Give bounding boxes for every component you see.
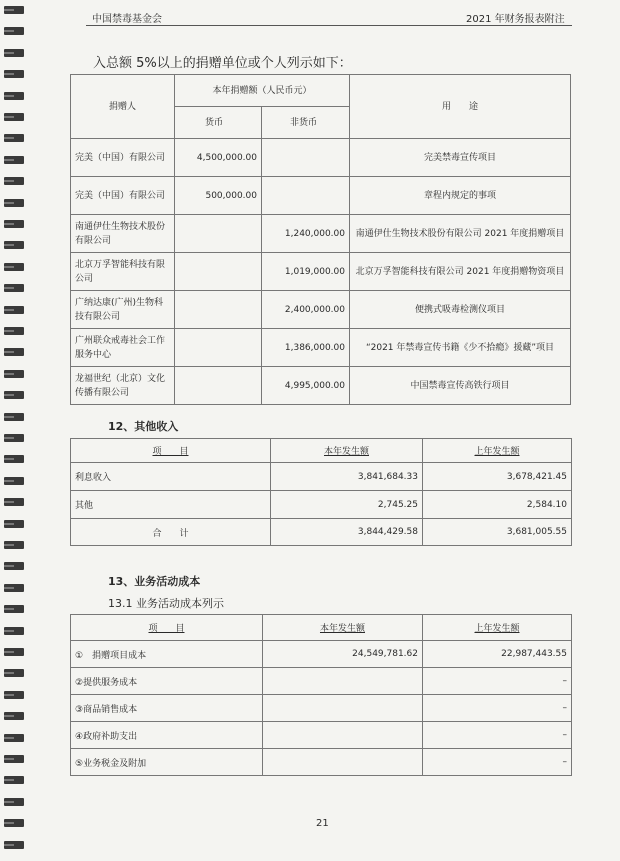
cash-cell: 4,500,000.00	[175, 139, 262, 177]
col-prior-header: 上年发生额	[423, 615, 572, 641]
prior-cell: 3,678,421.45	[423, 463, 572, 491]
use-cell: “2021 年禁毒宣传书籍《少不拾瘾》援藏”项目	[350, 329, 571, 367]
use-cell: 南通伊仕生物技术股份有限公司 2021 年度捐赠项目	[350, 215, 571, 253]
cash-cell: 500,000.00	[175, 177, 262, 215]
current-cell	[263, 749, 423, 776]
cash-cell	[175, 253, 262, 291]
binding-hole	[4, 691, 24, 699]
binding-hole	[4, 391, 24, 399]
binding-hole	[4, 669, 24, 677]
binding-hole	[4, 49, 24, 57]
binding-hole	[4, 70, 24, 78]
page-number: 21	[316, 818, 329, 829]
col-item-header: 项 目	[71, 615, 263, 641]
item-cell: ⑤业务税金及附加	[71, 749, 263, 776]
table-row	[71, 367, 571, 405]
binding-hole	[4, 27, 24, 35]
binding-hole	[4, 92, 24, 100]
binding-hole	[4, 755, 24, 763]
binding-hole	[4, 498, 24, 506]
current-cell	[263, 722, 423, 749]
binding-hole	[4, 263, 24, 271]
prior-cell: –	[423, 722, 572, 749]
item-cell: 利息收入	[71, 463, 271, 491]
item-cell: ① 捐赠项目成本	[71, 641, 263, 668]
binding-hole	[4, 177, 24, 185]
item-cell: ②提供服务成本	[71, 668, 263, 695]
donor-cell: 北京万孚智能科技有限公司	[71, 253, 175, 291]
binding-hole	[4, 734, 24, 742]
use-cell: 完美禁毒宣传项目	[350, 139, 571, 177]
binding-hole	[4, 541, 24, 549]
table-row	[71, 695, 572, 722]
prior-cell: 2,584.10	[423, 491, 572, 519]
col-item-header: 项 目	[71, 439, 271, 463]
table-row	[71, 253, 571, 291]
noncash-cell: 1,386,000.00	[262, 329, 350, 367]
binding-hole	[4, 712, 24, 720]
binding-hole	[4, 562, 24, 570]
table-row	[71, 291, 571, 329]
current-cell: 24,549,781.62	[263, 641, 423, 668]
table-row	[71, 329, 571, 367]
binding-hole	[4, 798, 24, 806]
noncash-cell: 1,019,000.00	[262, 253, 350, 291]
current-cell: 2,745.25	[271, 491, 423, 519]
other-income-table	[70, 438, 572, 546]
binding-hole	[4, 284, 24, 292]
donor-cell: 龙福世纪（北京）文化传播有限公司	[71, 367, 175, 405]
current-cell: 3,841,684.33	[271, 463, 423, 491]
header-doc-title: 2021 年财务报表附注	[466, 14, 565, 25]
total-prior: 3,681,005.55	[423, 519, 572, 546]
cash-cell	[175, 367, 262, 405]
donor-cell: 南通伊仕生物技术股份有限公司	[71, 215, 175, 253]
table-row	[71, 668, 572, 695]
binding-hole	[4, 241, 24, 249]
table-row	[71, 749, 572, 776]
binding-hole	[4, 134, 24, 142]
donation-table	[70, 74, 571, 405]
header-rule	[86, 25, 572, 26]
col-prior-header: 上年发生额	[423, 439, 572, 463]
binding-hole	[4, 648, 24, 656]
donor-cell: 广纳达康(广州)生物科技有限公司	[71, 291, 175, 329]
total-row	[71, 519, 572, 546]
header-org: 中国禁毒基金会	[92, 14, 162, 25]
item-cell: ④政府补助支出	[71, 722, 263, 749]
table-row	[71, 491, 572, 519]
binding-hole	[4, 199, 24, 207]
intro-text: 入总额 5%以上的捐赠单位或个人列示如下：	[93, 56, 352, 71]
table-row	[71, 177, 571, 215]
binding-hole	[4, 455, 24, 463]
total-label: 合 计	[71, 519, 271, 546]
binding-hole	[4, 520, 24, 528]
current-cell	[263, 695, 423, 722]
cash-cell	[175, 329, 262, 367]
prior-cell: –	[423, 695, 572, 722]
section-13-title: 13、业务活动成本	[108, 575, 201, 588]
noncash-cell: 2,400,000.00	[262, 291, 350, 329]
col-noncash-header: 非货币	[262, 107, 350, 139]
noncash-cell	[262, 177, 350, 215]
col-use-header: 用 途	[350, 75, 571, 139]
binding-hole	[4, 584, 24, 592]
donor-cell: 完美（中国）有限公司	[71, 139, 175, 177]
binding-hole	[4, 327, 24, 335]
prior-cell: 22,987,443.55	[423, 641, 572, 668]
binding-hole	[4, 841, 24, 849]
binding-hole	[4, 156, 24, 164]
binding-hole	[4, 306, 24, 314]
binding-hole	[4, 413, 24, 421]
table-row	[71, 139, 571, 177]
use-cell: 北京万孚智能科技有限公司 2021 年度捐赠物资项目	[350, 253, 571, 291]
section-13-subtitle: 13.1 业务活动成本列示	[108, 597, 224, 610]
current-cell	[263, 668, 423, 695]
activity-cost-table	[70, 614, 572, 776]
table-row	[71, 215, 571, 253]
cash-cell	[175, 291, 262, 329]
noncash-cell: 1,240,000.00	[262, 215, 350, 253]
binding-hole	[4, 477, 24, 485]
col-current-header: 本年发生额	[263, 615, 423, 641]
item-cell: ③商品销售成本	[71, 695, 263, 722]
table-row	[71, 641, 572, 668]
binding-hole	[4, 776, 24, 784]
donor-cell: 完美（中国）有限公司	[71, 177, 175, 215]
noncash-cell: 4,995,000.00	[262, 367, 350, 405]
binding-holes	[0, 0, 30, 861]
total-current: 3,844,429.58	[271, 519, 423, 546]
binding-hole	[4, 819, 24, 827]
col-donor-header: 捐赠人	[71, 75, 175, 139]
binding-hole	[4, 605, 24, 613]
binding-hole	[4, 434, 24, 442]
noncash-cell	[262, 139, 350, 177]
binding-hole	[4, 113, 24, 121]
use-cell: 章程内规定的事项	[350, 177, 571, 215]
cash-cell	[175, 215, 262, 253]
binding-hole	[4, 627, 24, 635]
col-cash-header: 货币	[175, 107, 262, 139]
prior-cell: –	[423, 668, 572, 695]
table-row	[71, 722, 572, 749]
col-current-header: 本年发生额	[271, 439, 423, 463]
binding-hole	[4, 6, 24, 14]
prior-cell: –	[423, 749, 572, 776]
item-cell: 其他	[71, 491, 271, 519]
binding-hole	[4, 220, 24, 228]
col-amount-group-header: 本年捐赠额（人民币元）	[175, 75, 350, 107]
donor-cell: 广州联众戒毒社会工作服务中心	[71, 329, 175, 367]
table-row	[71, 463, 572, 491]
binding-hole	[4, 348, 24, 356]
binding-hole	[4, 370, 24, 378]
use-cell: 中国禁毒宣传高铁行项目	[350, 367, 571, 405]
use-cell: 便携式吸毒检测仪项目	[350, 291, 571, 329]
section-12-title: 12、其他收入	[108, 420, 179, 433]
